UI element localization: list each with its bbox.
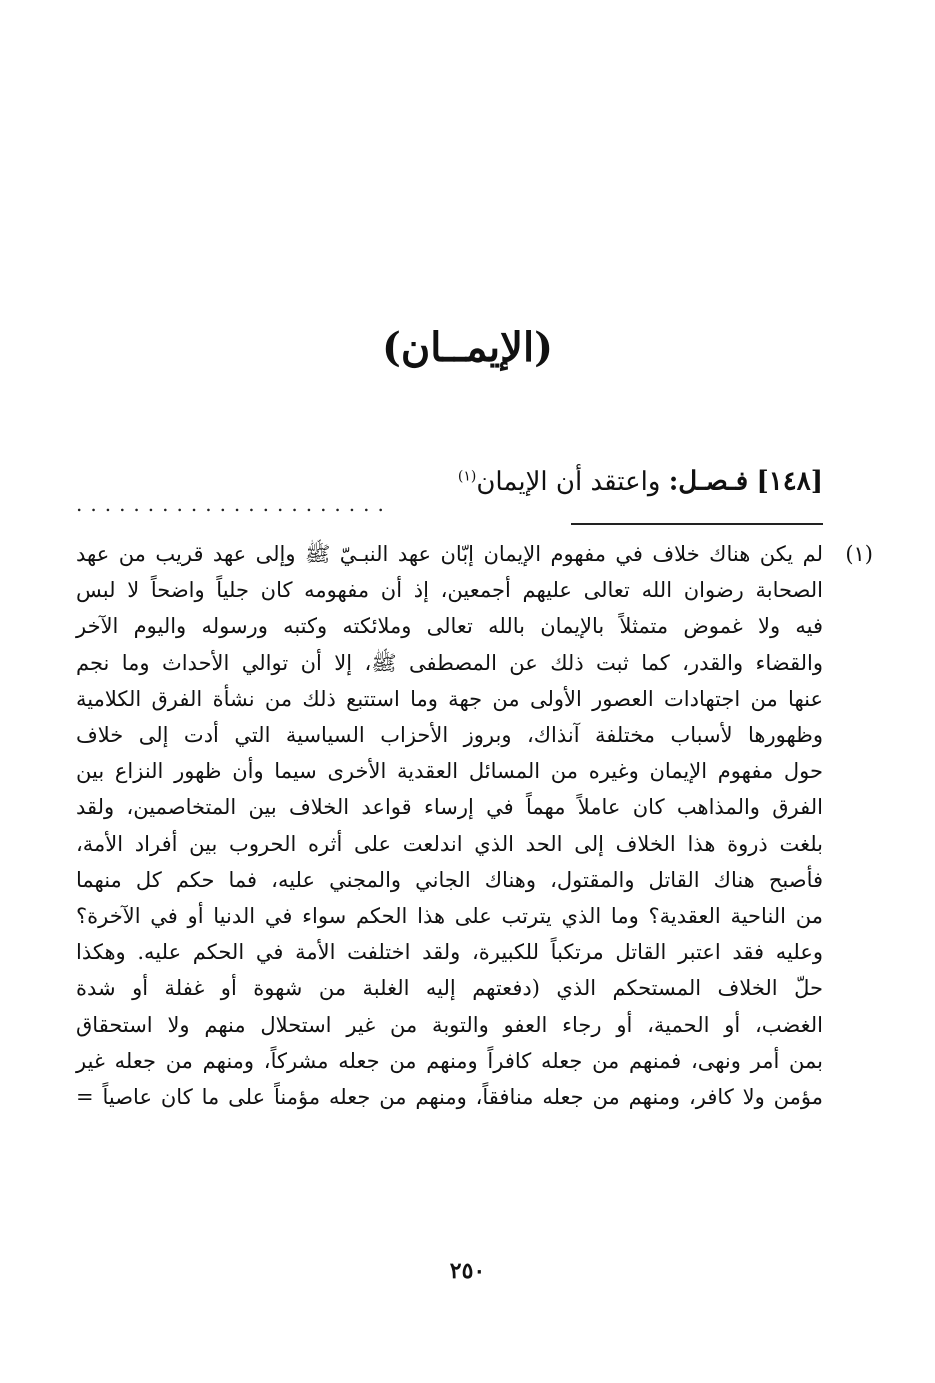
section-body: واعتقد أن الإيمان [476,466,661,497]
section-text [458,467,661,497]
footnote-line: الصحابة رضوان الله تعالى عليهم أجمعين، إذ أن مفهومه كان جلياً واضحاً لا لبس [76,578,823,603]
section-heading [76,456,823,516]
footnote-separator [571,523,823,525]
footnote-line: وظهورها لأسباب مختلفة آنذاك، وبروز الأحزاب السياسية التي أدت إلى خلاف [76,723,823,748]
footnote-line: بمن أمر ونهى، فمنهم من جعله كافراً ومنهم من جعله مشركاً، ومنهم من جعله غير [76,1048,823,1073]
footnote-line: حول مفهوم الإيمان وغيره من المسائل العقدية الأخرى سيما وأن ظهور النزاع بين [76,759,823,784]
section-dots: ...................... [76,492,392,516]
footnote-reference: (١) [457,468,477,484]
footnote-line: الفرق والمذاهب كان عاملاً مهماً في إرساء قواعد الخلاف بين المتخاصمين، ولقد [76,795,823,820]
footnote-line: بلغت ذروة هذا الخلاف إلى الحد الذي اندلعت على أثره الحروب بين أفراد الأمة، [76,831,823,856]
footnote-line: الغضب، أو الحمية، أو رجاء العفو والتوبة من غير استحلال منهم ولا استحقاق [76,1012,823,1037]
footnote-line: فيه ولا غموض متمثلاً بالإيمان بالله تعالى وملائكته وكتبه ورسوله واليوم الآخر [76,614,823,639]
footnote-line: والقضاء والقدر، كما ثبت ذلك عن المصطفى ﷺ، إلا أن توالي الأحداث وما نجم [76,650,823,675]
footnote-line: عنها من اجتهادات العصور الأولى من جهة وما استتبع ذلك من نشأة الفرق الكلامية [76,686,823,711]
footnote-line: فأصبح هناك القاتل والمقتول، وهناك الجاني والمجني عليه، فما حكم كل منهما [76,867,823,892]
page-number: ٢٥٠ [449,1258,486,1284]
footnote-line: حلّ الخلاف المستحكم الذي (دفعتهم إليه الغلبة من شهوة أو غفلة أو شدة [76,976,823,1001]
footnote [76,536,873,1115]
footnote-line: من الناحية العقدية؟ وما الذي يترتب على هذا الحكم سواء في الدنيا أو في الآخرة؟ [76,904,823,929]
footnote-marker: (١) [845,542,873,566]
section-number: [١٤٨] [756,466,823,497]
section-label: فـصـل: [668,466,749,497]
footnote-line: لم يكن هناك خلاف في مفهوم الإيمان إبّان عهد النبـيّ ﷺ وإلى عهد قريب من عهد [76,542,823,566]
footnote-line: وعليه فقد اعتبر القاتل مرتكباً للكبيرة، ولقد اختلفت الأمة في الحكم عليه. وهكذا [76,940,823,965]
chapter-title: (الإيمــان) [381,324,554,371]
footnote-line: مؤمن ولا كافر، ومنهم من جعله منافقاً، ومنهم من جعله مؤمناً على ما كان عاصياً = [76,1085,823,1110]
